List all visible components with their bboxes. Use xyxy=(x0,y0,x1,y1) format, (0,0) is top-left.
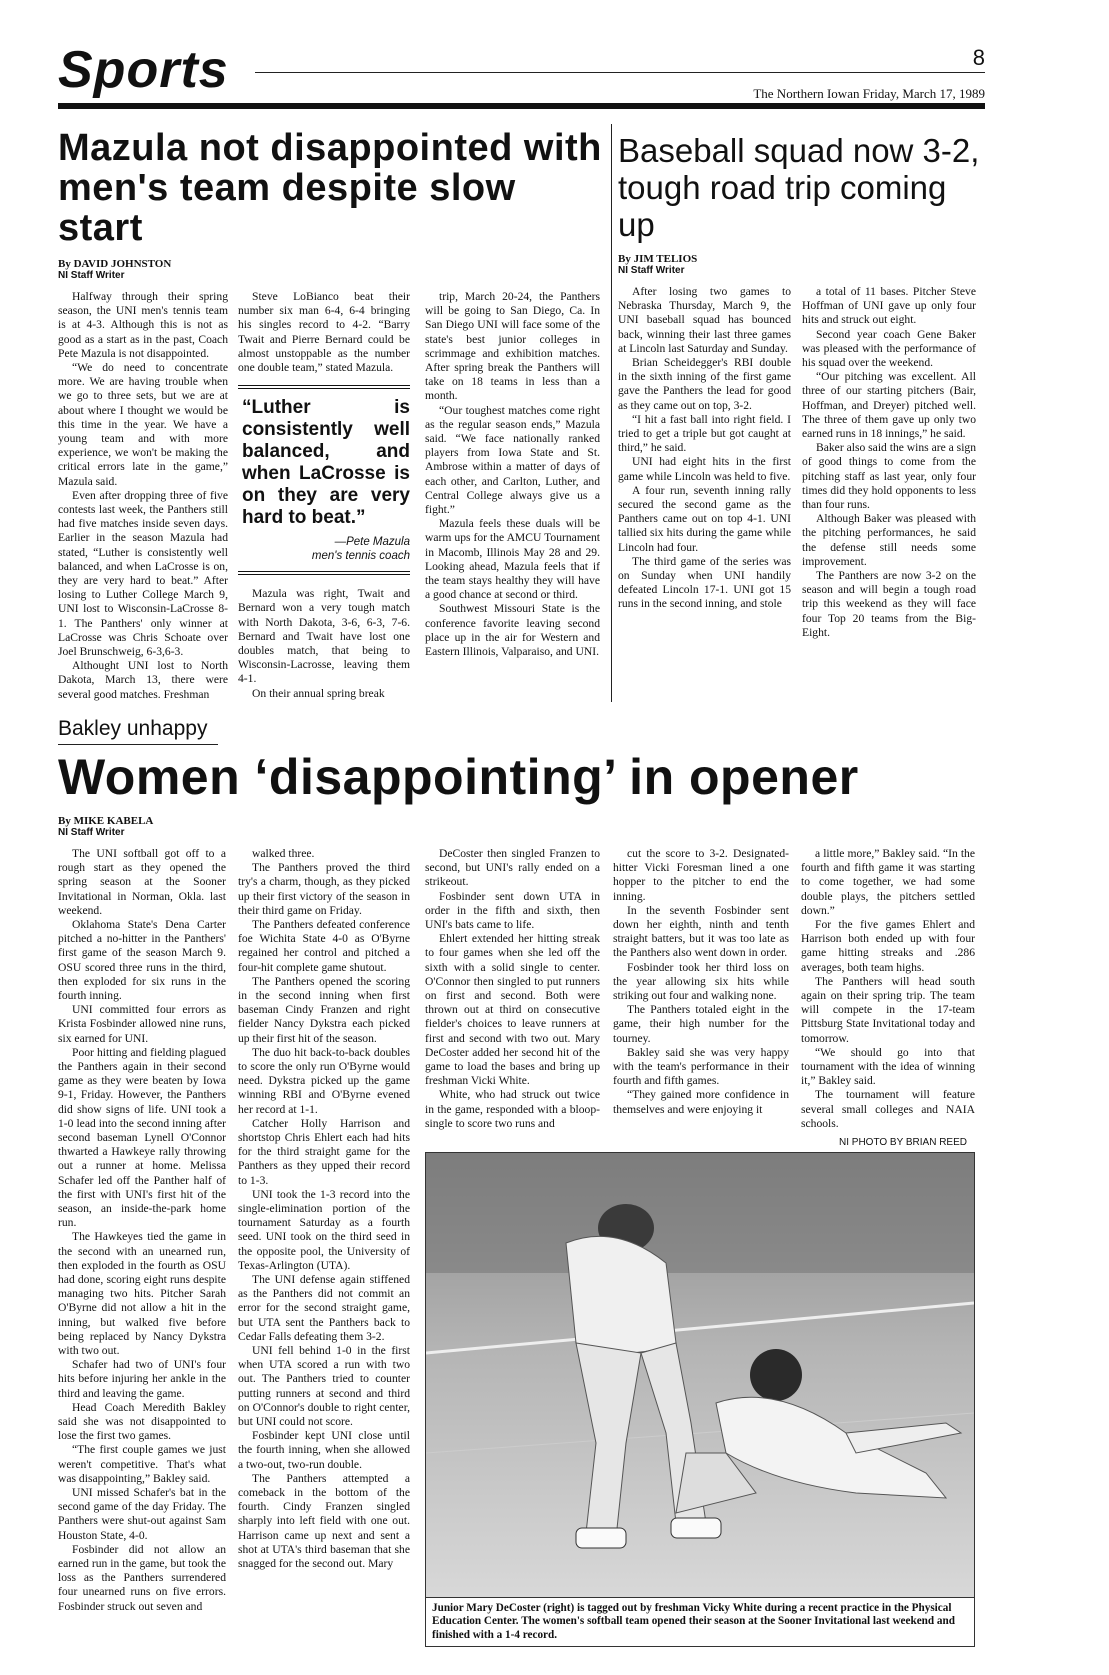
paragraph: cut the score to 3-2. Designated-hitter Vicki Foresman lined a one hopper to the pitcher to end the inning. xyxy=(613,846,789,903)
paragraph: DeCoster then singled Franzen to second, but UNI's rally ended on a strikeout. xyxy=(425,846,600,889)
paragraph: Southwest Missouri State is the conference favorite leaving second place up in the air for Western and Eastern Illinois, Valparaiso, and UNI. xyxy=(425,602,600,659)
photo-credit: NI PHOTO BY BRIAN REED xyxy=(839,1136,967,1148)
section-title: Sports xyxy=(58,41,229,99)
paragraph: “Our toughest matches come right as the regular season ends,” Mazula said. “We face nationally ranked players from Iowa State and St. Ambrose within a matter of days of each other, and Carlton, Luther, and Central College always give us a fight.” xyxy=(425,403,600,517)
pull-quote-attribution xyxy=(242,535,410,563)
paragraph: For the five games Ehlert and Harrison both ended up with four game hitting streaks and .286 averages, both team highs. xyxy=(801,917,975,974)
paragraph: The third game of the series was on Sunday when UNI handily defeated Lincoln 17-1. UNI got 15 runs in the second inning, and stole xyxy=(618,554,791,611)
headline-line: tough road trip coming up xyxy=(618,169,947,243)
paragraph: Schafer had two of UNI's four hits before injuring her ankle in the third and leaving the game. xyxy=(58,1358,226,1400)
paragraph: Steve LoBianco beat their number six man 6-4, 6-4 bringing his singles record to 4-2. “Barry Twait and Pierre Bernard could be almost unstoppable as the number one double team,” stated Mazula. xyxy=(238,290,410,375)
byline-role: NI Staff Writer xyxy=(58,826,125,838)
paragraph: Halfway through their spring season, the UNI men's tennis team is at 4-3. Although this is not as good as a start as in the past, Coach Pete Mazula is not disappointed. xyxy=(58,290,228,360)
baseball-column-2 xyxy=(802,285,976,640)
top-stories xyxy=(58,124,983,702)
paragraph: a little more,” Bakley said. “In the fourth and fifth game it was starting to come together, we had some double plays, the pitchers settled down.” xyxy=(801,846,975,917)
paragraph: UNI missed Schafer's bat in the second game of the day Friday. The Panthers were shut-out against Sam Houston State, 4-0. xyxy=(58,1486,226,1542)
paragraph: UNI had eight hits in the first game while Lincoln was held to five. xyxy=(618,455,791,483)
paragraph: On their annual spring break xyxy=(252,686,385,700)
paragraph: Fosbinder did not allow an earned run in the game, but took the loss as the Panthers surrendered four unearned runs on five errors. Fosbinder struck out seven and xyxy=(58,1542,226,1613)
paragraph: The UNI defense again stiffened as the Panthers did not commit an error for the second straight game, but UTA sent the Panthers back to Cedar Falls defeating them 3-2. xyxy=(238,1272,410,1343)
paragraph: Fosbinder took her third loss on the year allowing six hits while striking out four and walking none. xyxy=(613,960,789,1002)
quote-speaker: —Pete Mazula xyxy=(334,536,410,549)
paragraph: Even after dropping three of five contests last week, the Panthers still had five matches inside seven days. Earlier in the season Mazula had stated, “Luther is consistently well balanced, and when LaCrosse is on, they are very hard to beat.” After losing to Luther College March 9, UNI lost to Wisconsin-LaCrosse 8-1. The Panthers' only winner at LaCrosse was Chris Schoate over Joel Brunschweig, 6-3,6-3. xyxy=(58,488,228,659)
tennis-column-1 xyxy=(58,290,228,702)
paragraph: walked three. xyxy=(252,846,315,860)
column-text xyxy=(238,587,410,701)
tennis-column-2 xyxy=(238,290,410,701)
pull-quote-text: “Luther is consistently well balanced, and when LaCrosse is on they are very hard to beat.” xyxy=(242,397,410,529)
paragraph: UNI took the 1-3 record into the single-elimination portion of the tournament Saturday as a fourth seed. UNI took on the third seed in the opposite pool, the University of Texas-Arlington (UTA). xyxy=(238,1187,410,1272)
softball-right-block xyxy=(425,847,977,1648)
softball-headline: Women ‘disappointing’ in opener xyxy=(58,748,859,805)
tennis-headline xyxy=(58,128,603,248)
paragraph: a total of 11 bases. Pitcher Steve Hoffman of UNI gave up only four hits and struck out eight. xyxy=(802,285,976,327)
photo-image xyxy=(426,1153,974,1597)
paragraph: “We should go into that tournament with the idea of winning it,” Bakley said. xyxy=(801,1045,975,1088)
baseball-byline xyxy=(618,253,982,277)
paragraph: Fosbinder sent down UTA in order in the fifth and sixth, then UNI's bats came to life. xyxy=(425,889,600,931)
paragraph: “I hit a fast ball into right field. I tried to get a triple but got caught at third,” he said. xyxy=(618,412,791,455)
softball-columns xyxy=(58,847,983,1648)
baseball-headline xyxy=(618,132,982,243)
paragraph: Brian Scheidegger's RBI double in the sixth inning of the first game gave the Panthers the lead for good as they came out on top, 3-2. xyxy=(618,356,791,412)
byline-name: By JIM TELIOS xyxy=(618,253,698,265)
baseball-column-1 xyxy=(618,285,791,612)
paragraph: Head Coach Meredith Bakley said she was not disappointed to lose the first two games. xyxy=(58,1400,226,1443)
quote-speaker-title: men's tennis coach xyxy=(311,550,410,563)
paragraph: Fosbinder kept UNI close until the fourth inning, when she allowed a two-out, two-run double. xyxy=(238,1429,410,1471)
baseball-columns xyxy=(618,285,982,640)
byline-name: By MIKE KABELA xyxy=(58,814,154,827)
paragraph: Catcher Holly Harrison and shortstop Chris Ehlert each had hits for the third straight game for the Panthers as they upped their record to 1-3. xyxy=(238,1116,410,1187)
headline-line: Mazula not disappointed with xyxy=(58,127,602,169)
paragraph: After losing two games to Nebraska Thursday, March 9, the UNI baseball squad has bounced back, winning their last three games at Lincoln last Saturday and Sunday. xyxy=(618,285,791,355)
paragraph: UNI committed four errors as Krista Fosbinder allowed nine runs, six earned for UNI. xyxy=(58,1003,226,1045)
tennis-story xyxy=(58,124,611,702)
softball-kicker: Bakley unhappy xyxy=(58,716,208,740)
tennis-columns xyxy=(58,290,603,702)
softball-right-columns xyxy=(425,847,977,1131)
paragraph: The Panthers defeated conference foe Wichita State 4-0 as O'Byrne regained her control and pitched a four-hit complete game shutout. xyxy=(238,917,410,974)
tennis-byline xyxy=(58,258,603,282)
byline-role: NI Staff Writer xyxy=(618,265,685,276)
softball-byline xyxy=(58,815,983,839)
tennis-column-3 xyxy=(425,290,600,659)
paragraph: Baker also said the wins are a sign of good things to come from the pitching staff as last year, only four times did they hold opponents to less than four runs. xyxy=(802,441,977,512)
column-text xyxy=(238,290,410,375)
paragraph: Mazula was right, Twait and Bernard won a very tough match with North Dakota, 3-6, 6-3, 7-6. Bernard and Twait have lost one doubles match, that being to Wisconsin-Lacrosse, leaving them 4-1. xyxy=(238,587,410,686)
softball-column-2 xyxy=(238,847,410,1571)
paragraph: Mazula feels these duals will be warm ups for the AMCU Tournament in Macomb, Illinois May 28 and 29. Looking ahead, Mazula feels that if the team stays healthy they will have a good chance at second or third. xyxy=(425,517,600,602)
paragraph: The tournament will feature several small colleges and NAIA schools. xyxy=(801,1088,975,1130)
softball-column-3 xyxy=(425,847,600,1131)
paragraph: trip, March 20-24, the Panthers will be going to San Diego, Ca. In San Diego UNI will face some of the state's best junior colleges in scrimmage and exhibition matches. After spring break the Panthers will take on 18 teams in less than a month. xyxy=(425,290,600,403)
paragraph: “Our pitching was excellent. All three of our starting pitchers (Bair, Hoffman, and Dreyer) pitched well. The three of them gave up only two earned runs in 18 innings,” he said. xyxy=(802,370,976,441)
page-number: 8 xyxy=(972,45,985,70)
paragraph: Oklahoma State's Dena Carter pitched a no-hitter in the Panthers' first game of the season March 9. OSU scored three runs in the third, then exploded for six runs in the fourth inning. xyxy=(58,917,226,1002)
paragraph: White, who had struck out twice in the game, responded with a bloop-single to score two runs and xyxy=(425,1088,600,1130)
paragraph: Poor hitting and fielding plagued the Panthers again in their second game as they were beaten by Iowa 9-1, Friday. However, the Panthers did show signs of life. UNI took a 1-0 lead into the second inning after second baseman Lynell O'Connor thwarted a Hawkeye rally throwing out a runner at home. Melissa Schafer led off the Panther half of the first with UNI's first hit of the season, an inside-the-park home run. xyxy=(58,1045,226,1230)
baseball-story xyxy=(611,124,982,702)
softball-column-4 xyxy=(613,847,789,1117)
page-content xyxy=(58,0,983,1667)
kicker-rule xyxy=(58,744,218,745)
paragraph: Although Baker was pleased with the pitching performances, he said the defense still needs some improvement. xyxy=(802,512,976,568)
paragraph: “They gained more confidence in themselves and were enjoying it xyxy=(613,1088,789,1116)
pull-quote xyxy=(238,385,410,575)
paragraph: The Panthers opened the scoring in the second inning when first baseman Cindy Franzen and right fielder Nancy Dykstra each picked up their first hit of the season. xyxy=(238,974,410,1045)
paragraph: The Panthers totaled eight in the game, their high number for the tourney. xyxy=(613,1003,789,1045)
paragraph: Althought UNI lost to North Dakota, March 13, there were several good matches. Freshman xyxy=(58,659,228,701)
paragraph: UNI fell behind 1-0 in the first when UTA scored a run with two out. The Panthers tried to counter putting runners at second and third on O'Connor's double to right center, but UNI could not score. xyxy=(238,1344,410,1429)
paragraph: Ehlert extended her hitting streak to four games when she led off the sixth with a solid single to center. O'Connor then singled to put runners on first and second. Both were thrown out at third on consecutive fielder's choices to leave runners at first and second with two out. Mary DeCoster added her second hit of the game to load the bases and bring up freshman Vicki White. xyxy=(425,932,600,1088)
paragraph: The Panthers are now 3-2 on the season and will begin a tough road trip this weekend as they will face four Top 20 teams from the Big-Eight. xyxy=(802,569,976,639)
softball-column-1 xyxy=(58,847,226,1614)
paragraph: “The first couple games we just weren't competitive. That's what was disappointing,” Bakley said. xyxy=(58,1443,226,1485)
softball-photo xyxy=(425,1152,975,1598)
byline-name: By DAVID JOHNSTON xyxy=(58,258,172,270)
paragraph: In the seventh Fosbinder sent down her eighth, ninth and tenth straight batters, but it was too late as the Panthers also went down in order. xyxy=(613,903,789,960)
byline-role: NI Staff Writer xyxy=(58,270,125,281)
headline-line: men's team despite slow start xyxy=(58,167,516,249)
masthead: The Northern Iowan Friday, March 17, 1989 xyxy=(753,86,985,101)
headline-line: Baseball squad now 3-2, xyxy=(618,132,980,169)
paragraph: A four run, seventh inning rally secured the second game as the Panthers came out on top 4-1. UNI tallied six hits during the game while Lincoln had four. xyxy=(618,483,791,554)
paragraph: The UNI softball got off to a rough start as they opened the spring season at the Sooner Invitational in Norman, Okla. last weekend. xyxy=(58,846,226,917)
paragraph: The Panthers attempted a comeback in the bottom of the fourth. Cindy Franzen singled sharply into left field with one out. Harrison came up next and sent a shot at UTA's third baseman that she snagged for the second out. Mary xyxy=(238,1471,410,1571)
paragraph: Bakley said she was very happy with the team's performance in their fourth and fifth games. xyxy=(613,1045,789,1088)
paragraph: The Panthers will head south again on their spring trip. The team will compete in the 17-team Pittsburg State Invitational today and tomorrow. xyxy=(801,974,975,1045)
paragraph: Second year coach Gene Baker was pleased with the performance of his squad over the weekend. xyxy=(802,327,976,370)
softball-column-5 xyxy=(801,847,975,1131)
paragraph: The Panthers proved the third try's a charm, though, as they picked up their first victory of the season in their third game on Friday. xyxy=(238,861,410,917)
paragraph: The Hawkeyes tied the game in the second with an unearned run, then exploded in the fourth as OSU had done, scoring eight runs despite managing two hits. Pitcher Sarah O'Byrne did not allow a hit in the inning, but walked five before being replaced by Nancy Dykstra with two out. xyxy=(58,1230,226,1357)
paragraph: The duo hit back-to-back doubles to score the only run O'Byrne would need. Dykstra picked up the game winning RBI and O'Byrne evened her record at 1-1. xyxy=(238,1045,410,1116)
photo-caption: Junior Mary DeCoster (right) is tagged out by freshman Vicky White during a recent practice in the Physical Education Center. The women's softball team opened their season at the Sooner Invitational last weekend and finished with a 1-4 record. xyxy=(425,1598,975,1648)
paragraph: “We do need to concentrate more. We are having trouble when we go to three sets, but we are at about where I thought we would be this time in the year. We have a young team and with more experience, we won't be making the critical errors late in the game,” Mazula said. xyxy=(58,361,228,488)
softball-story xyxy=(58,716,983,1648)
